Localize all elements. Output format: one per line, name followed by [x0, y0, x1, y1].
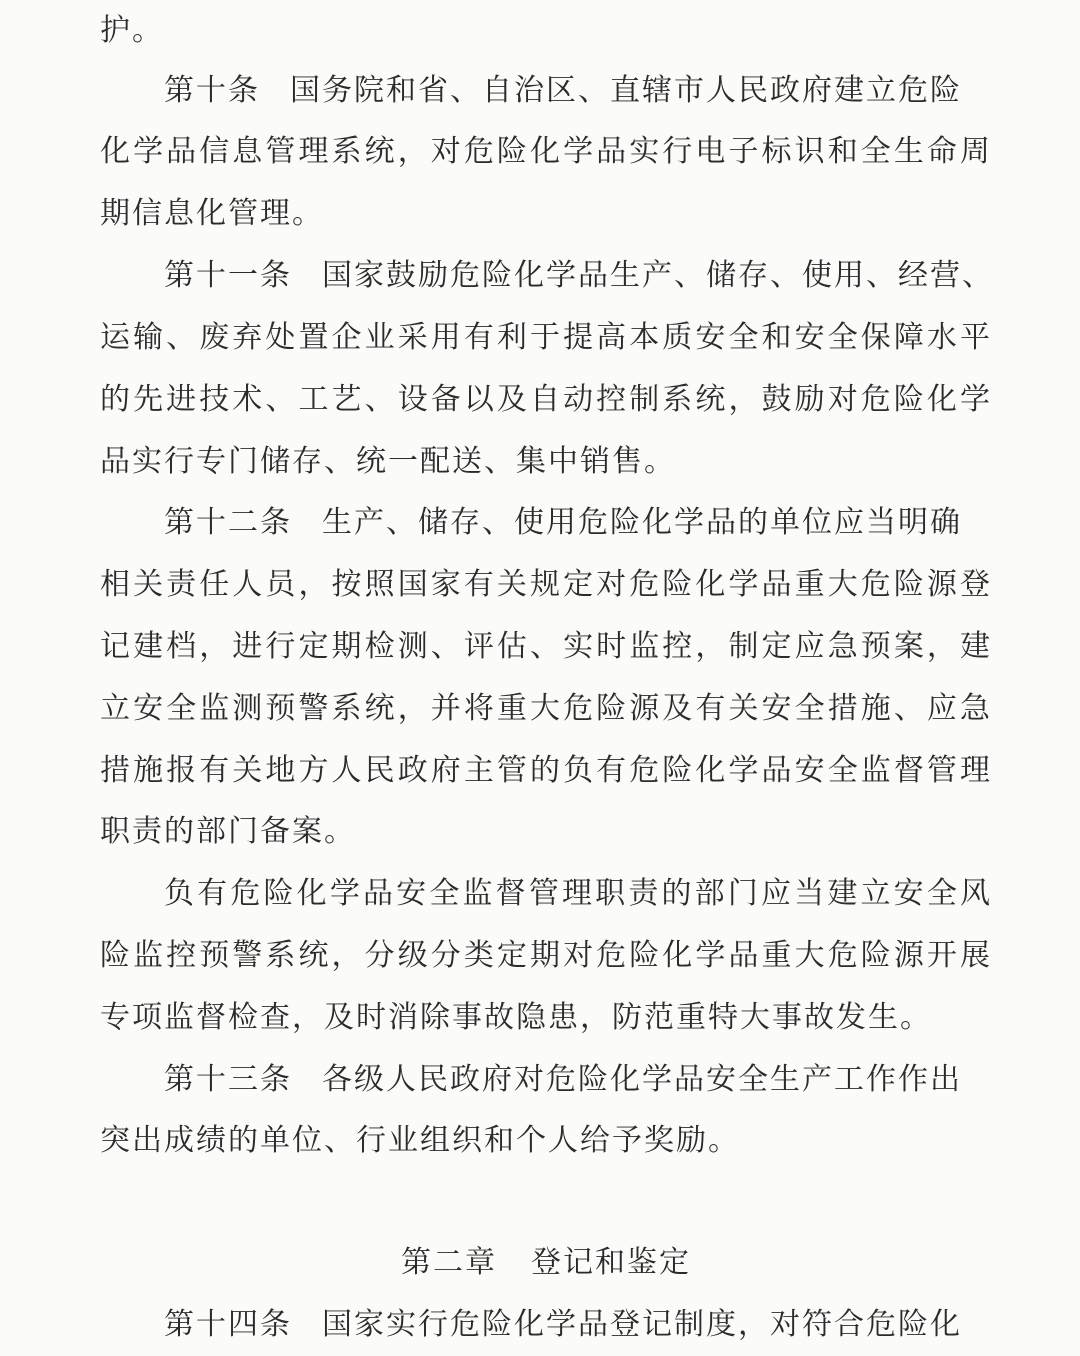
- text-line: 的先进技术、工艺、设备以及自动控制系统，鼓励对危险化学: [100, 382, 992, 417]
- article-13-text-1: 各级人民政府对危险化学品安全生产工作作出: [322, 1062, 962, 1097]
- article-11-label: 第十一条: [164, 258, 292, 293]
- article-12-text-1: 生产、储存、使用危险化学品的单位应当明确: [322, 505, 962, 540]
- article-10-line-1: [164, 60, 992, 122]
- chapter-title: 登记和鉴定: [531, 1245, 691, 1280]
- text-line: 负有危险化学品安全监督管理职责的部门应当建立安全风: [164, 876, 992, 911]
- text-line: 品实行专门储存、统一配送、集中销售。: [100, 444, 676, 479]
- text-line: 险监控预警系统，分级分类定期对危险化学品重大危险源开展: [100, 938, 992, 973]
- article-10-label: 第十条: [164, 73, 260, 108]
- text-line: 专项监督检查，及时消除事故隐患，防范重特大事故发生。: [100, 1000, 932, 1035]
- article-11-line-1: [164, 245, 992, 307]
- chapter-heading: [100, 1232, 992, 1294]
- text-line: 相关责任人员，按照国家有关规定对危险化学品重大危险源登: [100, 567, 992, 602]
- text-line: 措施报有关地方人民政府主管的负有危险化学品安全监督管理: [100, 753, 992, 788]
- article-13-line-1: [164, 1049, 992, 1111]
- article-14-label: 第十四条: [164, 1307, 292, 1342]
- text-line: 突出成绩的单位、行业组织和个人给予奖励。: [100, 1123, 740, 1158]
- article-13-label: 第十三条: [164, 1062, 292, 1097]
- article-12-line-1: [164, 492, 992, 554]
- text-line: 期信息化管理。: [100, 196, 324, 231]
- text-line: 立安全监测预警系统，并将重大危险源及有关安全措施、应急: [100, 691, 992, 726]
- text-line: 护。: [100, 13, 164, 48]
- chapter-label: 第二章: [401, 1245, 497, 1280]
- text-line: 职责的部门备案。: [100, 814, 356, 849]
- text-line: 运输、废弃处置企业采用有利于提高本质安全和安全保障水平: [100, 320, 992, 355]
- article-12-label: 第十二条: [164, 505, 292, 540]
- article-14-text-1: 国家实行危险化学品登记制度，对符合危险化: [322, 1307, 962, 1342]
- article-11-text-1: 国家鼓励危险化学品生产、储存、使用、经营、: [322, 258, 994, 293]
- text-line: 记建档，进行定期检测、评估、实时监控，制定应急预案，建: [100, 629, 992, 664]
- text-line: 化学品信息管理系统，对危险化学品实行电子标识和全生命周: [100, 134, 992, 169]
- article-10-text-1: 国务院和省、自治区、直辖市人民政府建立危险: [290, 73, 962, 108]
